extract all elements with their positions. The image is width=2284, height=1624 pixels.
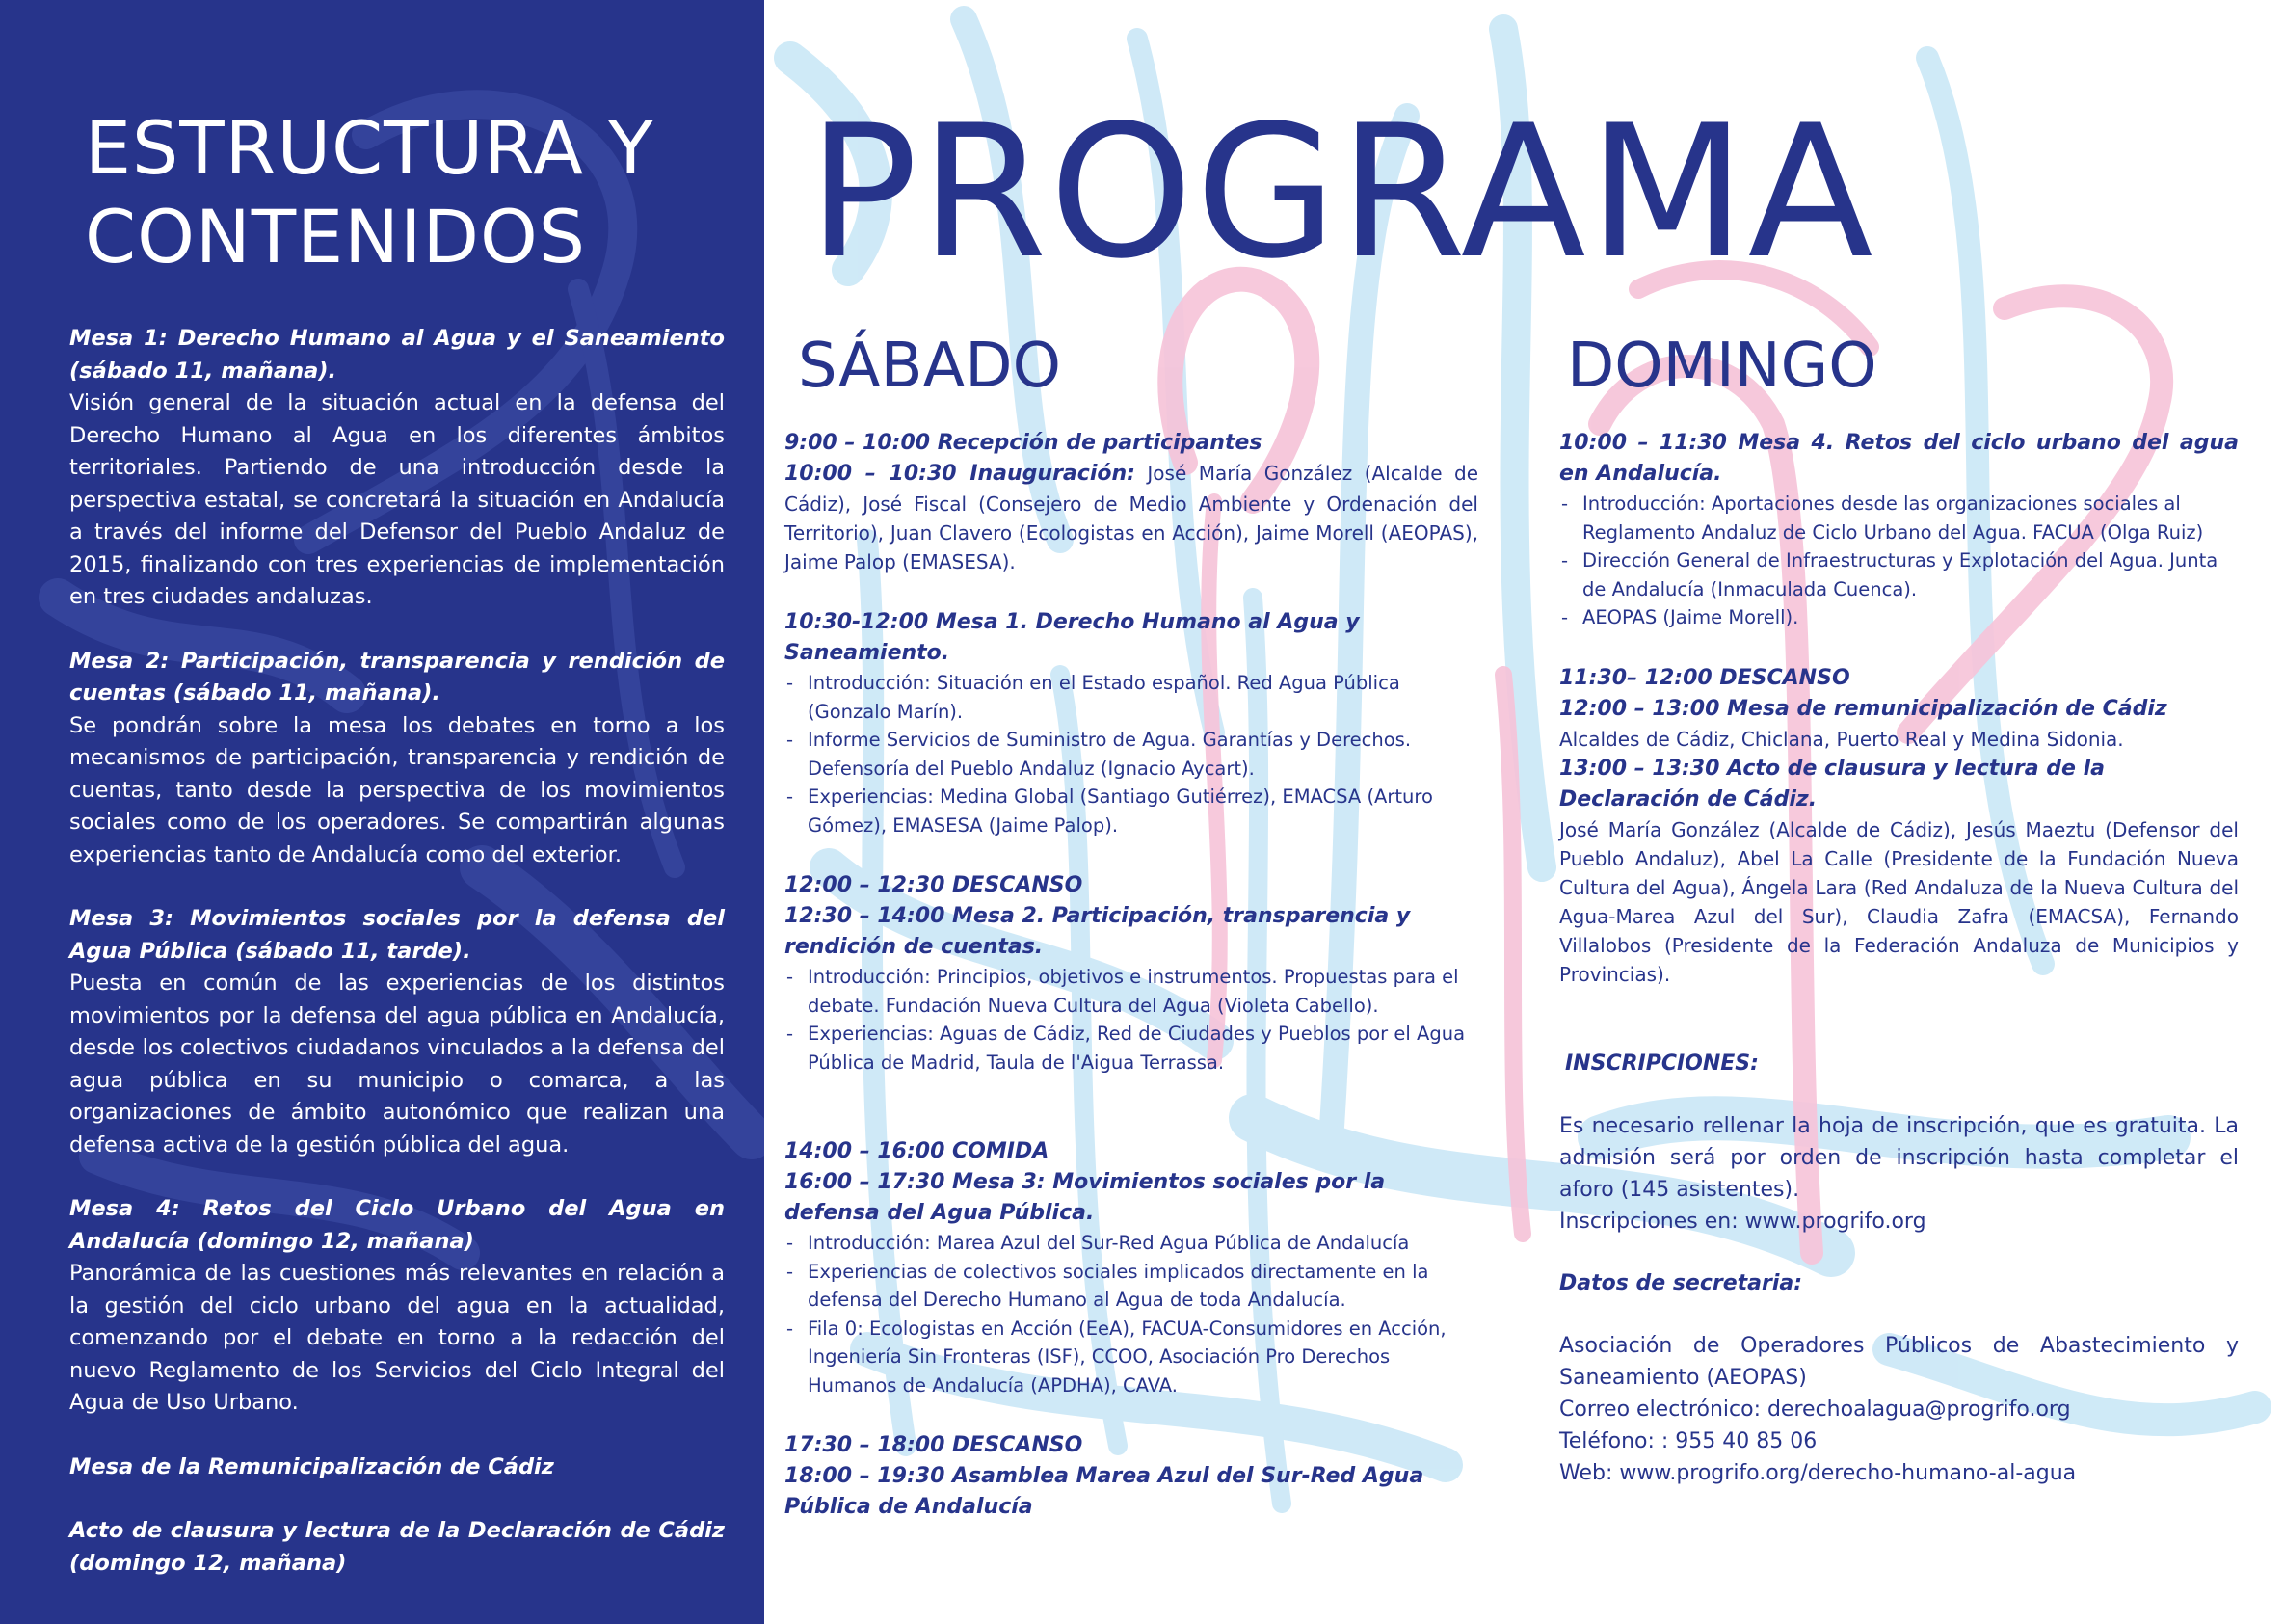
sabado-entry-mesa2-head: 12:30 – 14:00 Mesa 2. Participación, transparencia y rendición de cuentas.	[784, 904, 1411, 959]
sabado-entry-descanso1-head: 12:00 – 12:30 DESCANSO	[784, 873, 1083, 897]
mesa-2	[69, 646, 725, 872]
mesa-4-title: Mesa 4: Retos del Ciclo Urbano del Agua en Andalucía (domingo 12, mañana)	[69, 1196, 725, 1254]
sabado-entry-comida-head: 14:00 – 16:00 COMIDA	[784, 1139, 1049, 1163]
mesa-1	[69, 323, 725, 614]
mesa-2-title: Mesa 2: Participación, transparencia y rendición de cuentas (sábado 11, mañana).	[69, 648, 725, 706]
secretaria-web: Web: www.progrifo.org/derecho-humano-al-agua	[1559, 1460, 2077, 1485]
domingo-entry-clausura	[1559, 754, 2239, 989]
left-title-line2: CONTENIDOS	[85, 194, 587, 280]
list-item: - AEOPAS (Jaime Morell).	[1559, 603, 2239, 632]
programa-title: PROGRAMA	[808, 86, 1875, 299]
mesa-remunicipalizacion-title: Mesa de la Remunicipalización de Cádiz	[69, 1453, 554, 1479]
sabado-entry-mesa3-head: 16:00 – 17:30 Mesa 3: Movimientos sociales por la defensa del Agua Pública.	[784, 1170, 1386, 1225]
left-body	[69, 323, 725, 1611]
secretaria-org: Asociación de Operadores Públicos de Abastecimiento y Saneamiento (AEOPAS)	[1559, 1333, 2239, 1390]
sabado-entry-descanso2-head: 17:30 – 18:00 DESCANSO	[784, 1433, 1083, 1457]
sabado-mesa1-list	[784, 669, 1478, 839]
domingo-entry-mesa4-head: 10:00 – 11:30 Mesa 4. Retos del ciclo urbano del agua en Andalucía.	[1559, 431, 2239, 486]
list-item: - Informe Servicios de Suministro de Agua. Garantías y Derechos. Defensoría del Pueblo Andaluz (Ignacio Aycart).	[784, 726, 1478, 783]
sabado-entry-asamblea-head: 18:00 – 19:30 Asamblea Marea Azul del Sur-Red Agua Pública de Andalucía	[784, 1464, 1424, 1519]
sabado-entry-mesa3	[784, 1167, 1478, 1399]
list-item: - Introducción: Principios, objetivos e instrumentos. Propuestas para el debate. Fundación Nueva Cultura del Agua (Violeta Cabello).	[784, 963, 1478, 1020]
sabado-entry-inauguracion	[784, 459, 1478, 576]
domingo-entry-remunicipalizacion	[1559, 694, 2239, 754]
acto-clausura	[69, 1515, 725, 1580]
sabado-entry-inauguracion-head: 10:00 – 10:30 Inauguración:	[784, 462, 1135, 486]
list-item: - Introducción: Marea Azul del Sur-Red Agua Pública de Andalucía	[784, 1229, 1478, 1258]
domingo-entry-descanso-head: 11:30– 12:00 DESCANSO	[1559, 665, 1850, 690]
domingo-entry-clausura-head: 13:00 – 13:30 Acto de clausura y lectura de la Declaración de Cádiz.	[1559, 756, 2105, 812]
left-panel	[0, 0, 764, 1624]
sabado-title: SÁBADO	[798, 331, 1061, 402]
left-title-line1: ESTRUCTURA Y	[85, 105, 654, 191]
domingo-entry-mesa4	[1559, 428, 2239, 632]
domingo-entry-descanso	[1559, 663, 2239, 694]
domingo-title: DOMINGO	[1567, 331, 1877, 402]
list-item: - Experiencias de colectivos sociales implicados directamente en la defensa del Derecho Humano al Agua de toda Andalucía.	[784, 1258, 1478, 1315]
list-item: - Fila 0: Ecologistas en Acción (EeA), FACUA-Consumidores en Acción, Ingeniería Sin Fronteras (ISF), CCOO, Asociación Pro Derechos Humanos de Andalucía (APDHA), CAVA.	[784, 1315, 1478, 1400]
mesa-remunicipalizacion	[69, 1451, 725, 1484]
list-item: - Introducción: Aportaciones desde las organizaciones sociales al Reglamento Andaluz de Ciclo Urbano del Agua. FACUA (Olga Ruiz)	[1559, 490, 2239, 546]
sabado-entry-recepcion	[784, 428, 1478, 459]
acto-clausura-title: Acto de clausura y lectura de la Declaración de Cádiz (domingo 12, mañana)	[69, 1518, 725, 1576]
domingo-mesa4-list	[1559, 490, 2239, 632]
mesa-4	[69, 1193, 725, 1420]
inscripciones-label: INSCRIPCIONES:	[1565, 1051, 1759, 1076]
sabado-column	[784, 428, 1478, 1523]
sabado-entry-asamblea	[784, 1461, 1478, 1523]
sabado-entry-mesa1-head: 10:30-12:00 Mesa 1. Derecho Humano al Agua y Saneamiento.	[784, 610, 1360, 665]
mesa-1-desc: Visión general de la situación actual en la defensa del Derecho Humano al Agua en los diferentes ámbitos territoriales. Partiendo de una introducción desde la perspectiva estatal, se concretará la situación en Andalucía a través del informe del Defensor del Pueblo Andaluz de 2015, finalizando con tres experiencias de implementación en tres ciudades andaluzas.	[69, 390, 725, 609]
sabado-entry-comida	[784, 1136, 1478, 1167]
secretaria-tel: Teléfono: : 955 40 85 06	[1559, 1428, 1818, 1453]
sabado-entry-recepcion-head: 9:00 – 10:00 Recepción de participantes	[784, 431, 1262, 455]
sabado-entry-descanso2	[784, 1430, 1478, 1461]
mesa-4-desc: Panorámica de las cuestiones más relevantes en relación a la gestión del ciclo urbano del agua en la actualidad, comenzando por el debate en torno a la redacción del nuevo Reglamento de los Servicios del Ciclo Integral del Agua de Uso Urbano.	[69, 1261, 725, 1415]
list-item: - Introducción: Situación en el Estado español. Red Agua Pública (Gonzalo Marín).	[784, 669, 1478, 726]
left-title	[85, 104, 654, 281]
sabado-mesa2-list	[784, 963, 1478, 1077]
inscripciones-web: Inscripciones en: www.progrifo.org	[1559, 1209, 1926, 1234]
domingo-column	[1559, 428, 2239, 1489]
sabado-entry-mesa1	[784, 607, 1478, 839]
list-item: - Experiencias: Medina Global (Santiago Gutiérrez), EMACSA (Arturo Gómez), EMASESA (Jaime Palop).	[784, 783, 1478, 839]
sabado-entry-inauguracion-text: José María González (Alcalde de Cádiz), José Fiscal (Consejero de Medio Ambiente y Ordenación del Territorio), Juan Clavero (Ecologistas en Acción), Jaime Morell (AEOPAS), Jaime Palop (EMASESA).	[784, 462, 1478, 573]
secretaria-label: Datos de secretaria:	[1559, 1270, 1803, 1295]
list-item: - Dirección General de Infraestructuras y Explotación del Agua. Junta de Andalucía (Inmaculada Cuenca).	[1559, 546, 2239, 603]
mesa-3-title: Mesa 3: Movimientos sociales por la defensa del Agua Pública (sábado 11, tarde).	[69, 906, 725, 964]
sabado-entry-mesa2	[784, 901, 1478, 1077]
sabado-entry-descanso1	[784, 870, 1478, 901]
mesa-1-title: Mesa 1: Derecho Humano al Agua y el Saneamiento (sábado 11, mañana).	[69, 326, 725, 384]
list-item: - Experiencias: Aguas de Cádiz, Red de Ciudades y Pueblos por el Agua Pública de Madrid, Taula de l'Aigua Terrassa.	[784, 1020, 1478, 1077]
inscripciones-text: Es necesario rellenar la hoja de inscripción, que es gratuita. La admisión será por orden de inscripción hasta completar el aforo (145 asistentes).	[1559, 1113, 2239, 1202]
secretaria-email: Correo electrónico: derechoalagua@progrifo.org	[1559, 1397, 2071, 1422]
mesa-2-desc: Se pondrán sobre la mesa los debates en torno a los mecanismos de participación, transparencia y rendición de cuentas, tanto desde la perspectiva de los movimientos sociales como de los operadores. Se compartirán algunas experiencias tanto de Andalucía como del exterior.	[69, 712, 725, 867]
mesa-3-desc: Puesta en común de las experiencias de los distintos movimientos por la defensa del agua pública en Andalucía, desde los colectivos ciudadanos vinculados a la defensa del agua pública en su municipio o comarca, a las organizaciones de ámbito autonómico que realizan una defensa activa de la gestión pública del agua.	[69, 971, 725, 1158]
domingo-entry-remunicipalizacion-head: 12:00 – 13:00 Mesa de remunicipalización de Cádiz	[1559, 696, 2167, 721]
sabado-mesa3-list	[784, 1229, 1478, 1399]
domingo-entry-remunicipalizacion-text: Alcaldes de Cádiz, Chiclana, Puerto Real y Medina Sidonia.	[1559, 727, 2124, 751]
mesa-3	[69, 903, 725, 1161]
domingo-entry-clausura-text: José María González (Alcalde de Cádiz), Jesús Maeztu (Defensor del Pueblo Andaluz), Abel La Calle (Presidente de la Fundación Nueva Cultura del Agua), Ángela Lara (Red Andaluza de la Nueva Cultura del Agua-Marea Azul del Sur), Claudia Zafra (EMACSA), Fernando Villalobos (Presidente de la Federación Andaluza de Municipios y Provincias).	[1559, 817, 2239, 986]
